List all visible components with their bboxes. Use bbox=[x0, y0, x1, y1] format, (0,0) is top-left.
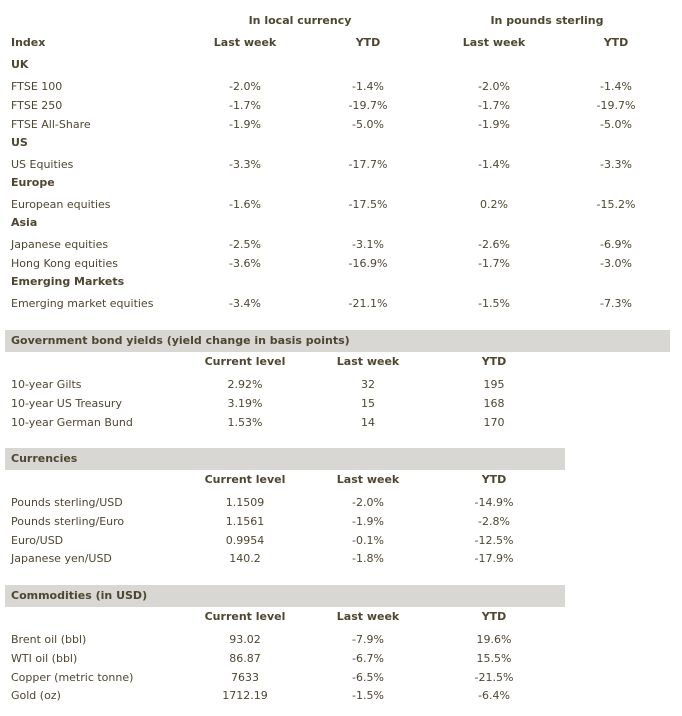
value-local-last-week: -1.6% bbox=[229, 198, 261, 211]
commodities-value-last-week: -1.5% bbox=[352, 689, 384, 702]
value-local-ytd: -16.9% bbox=[348, 257, 388, 270]
currencies-value-ytd: -17.9% bbox=[474, 552, 514, 565]
value-gbp-ytd: -5.0% bbox=[600, 118, 632, 131]
index-row-label: US Equities bbox=[11, 158, 74, 171]
column-header-local-last-week: Last week bbox=[213, 36, 277, 49]
bonds-row-label: 10-year Gilts bbox=[11, 378, 82, 391]
bonds-value-ytd: 170 bbox=[483, 416, 505, 429]
commodities-value-last-week: -6.7% bbox=[352, 652, 384, 665]
bonds-value-last-week: 32 bbox=[361, 378, 375, 391]
commodities-column-header-current: Current level bbox=[204, 610, 286, 623]
bonds-column-header-ytd: YTD bbox=[481, 355, 507, 368]
commodities-value-ytd: 19.6% bbox=[476, 633, 512, 646]
commodities-section-title: Commodities (in USD) bbox=[11, 589, 148, 602]
column-header-gbp-ytd: YTD bbox=[603, 36, 629, 49]
currencies-value-current: 1.1561 bbox=[225, 515, 265, 528]
commodities-value-last-week: -7.9% bbox=[352, 633, 384, 646]
value-gbp-last-week: -1.9% bbox=[478, 118, 510, 131]
region-header: UK bbox=[11, 58, 29, 71]
value-gbp-ytd: -3.0% bbox=[600, 257, 632, 270]
commodities-value-last-week: -6.5% bbox=[352, 671, 384, 684]
bonds-value-current: 1.53% bbox=[227, 416, 263, 429]
value-gbp-last-week: -1.7% bbox=[478, 257, 510, 270]
value-local-ytd: -1.4% bbox=[352, 80, 384, 93]
region-header: Emerging Markets bbox=[11, 275, 125, 288]
value-gbp-last-week: -1.5% bbox=[478, 297, 510, 310]
commodities-value-ytd: -21.5% bbox=[474, 671, 514, 684]
currencies-value-current: 140.2 bbox=[229, 552, 261, 565]
currencies-value-current: 1.1509 bbox=[225, 496, 265, 509]
currencies-row-label: Japanese yen/USD bbox=[11, 552, 112, 565]
value-local-ytd: -19.7% bbox=[348, 99, 388, 112]
value-local-last-week: -3.4% bbox=[229, 297, 261, 310]
value-gbp-ytd: -15.2% bbox=[596, 198, 636, 211]
index-row-label: Hong Kong equities bbox=[11, 257, 118, 270]
currencies-section-bar bbox=[5, 448, 565, 470]
value-local-last-week: -3.6% bbox=[229, 257, 261, 270]
bonds-value-current: 2.92% bbox=[227, 378, 263, 391]
currencies-row-label: Pounds sterling/Euro bbox=[11, 515, 125, 528]
index-row-label: Japanese equities bbox=[11, 238, 109, 251]
currencies-section-title: Currencies bbox=[11, 452, 78, 465]
index-row-label: FTSE All-Share bbox=[11, 118, 91, 131]
commodities-value-current: 86.87 bbox=[229, 652, 261, 665]
value-local-last-week: -3.3% bbox=[229, 158, 261, 171]
bonds-value-current: 3.19% bbox=[227, 397, 263, 410]
bonds-column-header-last-week: Last week bbox=[336, 355, 400, 368]
commodities-column-header-ytd: YTD bbox=[481, 610, 507, 623]
value-local-last-week: -1.9% bbox=[229, 118, 261, 131]
currencies-value-last-week: -0.1% bbox=[352, 534, 384, 547]
group-header-local-currency: In local currency bbox=[248, 14, 352, 27]
region-header: Asia bbox=[11, 216, 38, 229]
value-local-ytd: -3.1% bbox=[352, 238, 384, 251]
currencies-column-header-ytd: YTD bbox=[481, 473, 507, 486]
currencies-value-ytd: -14.9% bbox=[474, 496, 514, 509]
value-gbp-ytd: -3.3% bbox=[600, 158, 632, 171]
commodities-value-current: 7633 bbox=[231, 671, 259, 684]
region-header: Europe bbox=[11, 176, 55, 189]
value-local-ytd: -21.1% bbox=[348, 297, 388, 310]
currencies-row-label: Euro/USD bbox=[11, 534, 64, 547]
region-header: US bbox=[11, 136, 28, 149]
currencies-value-ytd: -12.5% bbox=[474, 534, 514, 547]
bonds-row-label: 10-year US Treasury bbox=[11, 397, 122, 410]
value-gbp-last-week: -2.6% bbox=[478, 238, 510, 251]
commodities-row-label: WTI oil (bbl) bbox=[11, 652, 78, 665]
commodities-value-ytd: 15.5% bbox=[476, 652, 512, 665]
index-row-label: European equities bbox=[11, 198, 111, 211]
bonds-column-header-current: Current level bbox=[204, 355, 286, 368]
index-row-label: FTSE 250 bbox=[11, 99, 63, 112]
index-row-label: Emerging market equities bbox=[11, 297, 154, 310]
column-header-local-ytd: YTD bbox=[355, 36, 381, 49]
currencies-column-header-current: Current level bbox=[204, 473, 286, 486]
commodities-row-label: Brent oil (bbl) bbox=[11, 633, 87, 646]
value-gbp-last-week: -1.4% bbox=[478, 158, 510, 171]
bonds-value-last-week: 15 bbox=[361, 397, 375, 410]
commodities-value-current: 1712.19 bbox=[222, 689, 268, 702]
value-gbp-ytd: -19.7% bbox=[596, 99, 636, 112]
column-header-index: Index bbox=[11, 36, 46, 49]
currencies-column-header-last-week: Last week bbox=[336, 473, 400, 486]
value-gbp-ytd: -1.4% bbox=[600, 80, 632, 93]
value-gbp-last-week: -2.0% bbox=[478, 80, 510, 93]
currencies-value-ytd: -2.8% bbox=[478, 515, 510, 528]
commodities-column-header-last-week: Last week bbox=[336, 610, 400, 623]
column-header-gbp-last-week: Last week bbox=[462, 36, 526, 49]
bonds-value-last-week: 14 bbox=[361, 416, 375, 429]
commodities-value-ytd: -6.4% bbox=[478, 689, 510, 702]
bonds-value-ytd: 195 bbox=[483, 378, 505, 391]
currencies-row-label: Pounds sterling/USD bbox=[11, 496, 123, 509]
bonds-value-ytd: 168 bbox=[483, 397, 505, 410]
index-row-label: FTSE 100 bbox=[11, 80, 63, 93]
commodities-row-label: Copper (metric tonne) bbox=[11, 671, 134, 684]
value-local-ytd: -17.7% bbox=[348, 158, 388, 171]
value-gbp-ytd: -6.9% bbox=[600, 238, 632, 251]
bonds-row-label: 10-year German Bund bbox=[11, 416, 133, 429]
value-local-ytd: -17.5% bbox=[348, 198, 388, 211]
group-header-pounds-sterling: In pounds sterling bbox=[490, 14, 604, 27]
currencies-value-last-week: -1.9% bbox=[352, 515, 384, 528]
value-gbp-last-week: 0.2% bbox=[480, 198, 508, 211]
currencies-value-last-week: -2.0% bbox=[352, 496, 384, 509]
value-local-last-week: -2.5% bbox=[229, 238, 261, 251]
commodities-row-label: Gold (oz) bbox=[11, 689, 61, 702]
currencies-value-last-week: -1.8% bbox=[352, 552, 384, 565]
bonds-section-title: Government bond yields (yield change in basis points) bbox=[11, 334, 350, 347]
value-gbp-ytd: -7.3% bbox=[600, 297, 632, 310]
value-local-last-week: -2.0% bbox=[229, 80, 261, 93]
value-gbp-last-week: -1.7% bbox=[478, 99, 510, 112]
value-local-ytd: -5.0% bbox=[352, 118, 384, 131]
currencies-value-current: 0.9954 bbox=[225, 534, 265, 547]
commodities-value-current: 93.02 bbox=[229, 633, 261, 646]
value-local-last-week: -1.7% bbox=[229, 99, 261, 112]
